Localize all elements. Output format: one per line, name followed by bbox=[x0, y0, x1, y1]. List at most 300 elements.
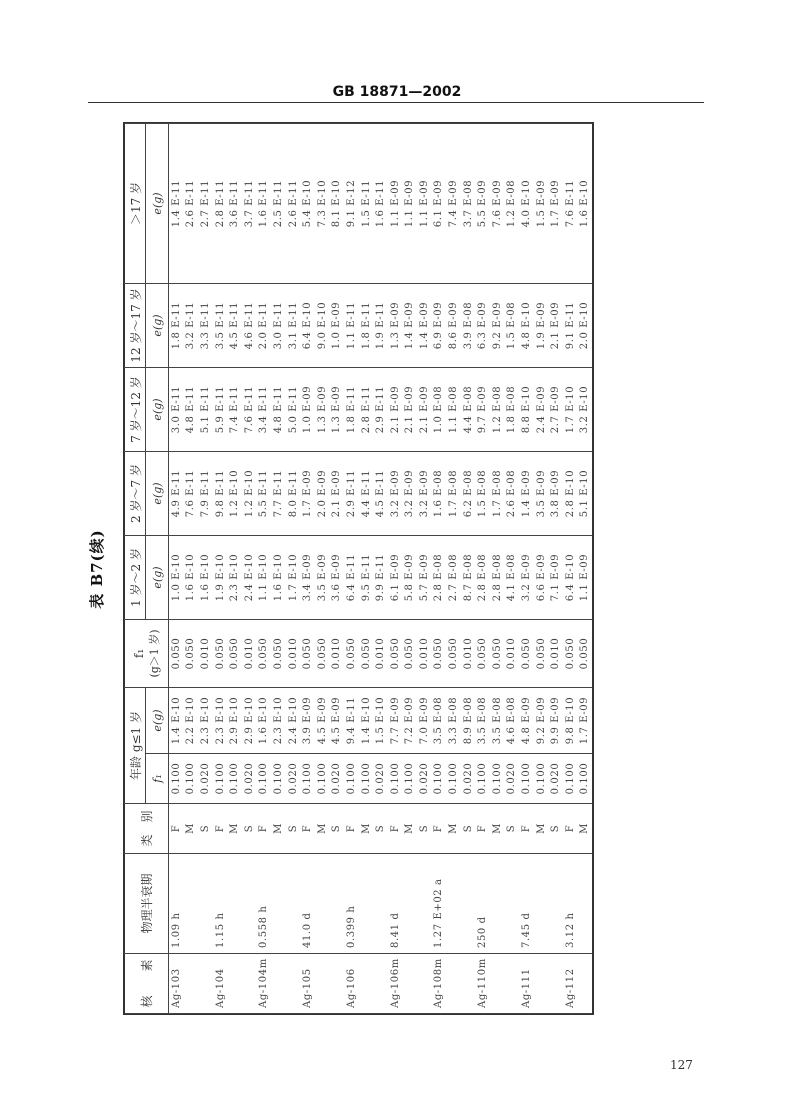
f1-gt1-cell: 0.050 bbox=[563, 619, 578, 687]
half-life-cell: 41.0 d bbox=[300, 854, 315, 954]
eg-12-17-cell: 1.8 E-11 bbox=[359, 283, 374, 367]
f1-gt1-cell: 0.010 bbox=[373, 619, 388, 687]
type-cell: M bbox=[403, 804, 418, 854]
f1-gt1-cell: 0.050 bbox=[300, 619, 315, 687]
half-life-cell bbox=[373, 854, 388, 954]
eg-gt17-cell: 3.7 E-11 bbox=[242, 123, 257, 283]
half-life-cell: 3.12 h bbox=[563, 854, 578, 954]
eg-gt17-cell: 2.6 E-11 bbox=[184, 123, 199, 283]
eg-2-7-cell: 3.2 E-09 bbox=[388, 451, 403, 535]
eg-2-7-cell: 3.5 E-09 bbox=[534, 451, 549, 535]
table-row bbox=[286, 123, 301, 1013]
table-row bbox=[548, 123, 563, 1013]
eg-2-7-cell: 1.2 E-10 bbox=[242, 451, 257, 535]
type-cell: S bbox=[417, 804, 432, 854]
half-life-cell bbox=[315, 854, 330, 954]
type-cell: S bbox=[286, 804, 301, 854]
eg-gt17-cell: 1.5 E-11 bbox=[359, 123, 374, 283]
type-cell: F bbox=[213, 804, 228, 854]
eg-gt17-cell: 6.1 E-09 bbox=[432, 123, 447, 283]
col-f1-gt1 bbox=[125, 619, 169, 687]
nuclide-cell bbox=[548, 954, 563, 1014]
eg-gt17-cell: 1.6 E-11 bbox=[257, 123, 272, 283]
eg-1-2-cell: 9.5 E-11 bbox=[359, 535, 374, 619]
f1-gt1-cell: 0.050 bbox=[257, 619, 272, 687]
eg-1-2-cell: 5.8 E-09 bbox=[403, 535, 418, 619]
eg-1-2-cell: 5.7 E-09 bbox=[417, 535, 432, 619]
table-row bbox=[242, 123, 257, 1013]
f1-cell: 0.100 bbox=[475, 754, 490, 804]
type-cell: F bbox=[519, 804, 534, 854]
eg-gt17-cell: 7.6 E-11 bbox=[563, 123, 578, 283]
f1-gt1-cell: 0.050 bbox=[213, 619, 228, 687]
f1-gt1-cell: 0.050 bbox=[475, 619, 490, 687]
f1-cell: 0.020 bbox=[286, 754, 301, 804]
eg-gt17-cell: 7.6 E-09 bbox=[490, 123, 505, 283]
eg-12-17-cell: 2.0 E-11 bbox=[257, 283, 272, 367]
nuclide-cell bbox=[505, 954, 520, 1014]
table-row bbox=[490, 123, 505, 1013]
eg-2-7-cell: 2.1 E-09 bbox=[330, 451, 345, 535]
type-cell: S bbox=[505, 804, 520, 854]
eg-12-17-cell: 3.1 E-11 bbox=[286, 283, 301, 367]
nuclide-cell bbox=[534, 954, 549, 1014]
eg-1-2-cell: 9.9 E-11 bbox=[373, 535, 388, 619]
nuclide-cell bbox=[286, 954, 301, 1014]
eg-gt17-cell: 2.7 E-11 bbox=[198, 123, 213, 283]
eg-le1-cell: 3.5 E-08 bbox=[475, 687, 490, 753]
eg-2-7-cell: 9.8 E-11 bbox=[213, 451, 228, 535]
eg-le1-cell: 1.4 E-10 bbox=[169, 687, 184, 753]
f1-cell: 0.100 bbox=[257, 754, 272, 804]
eg-12-17-cell: 3.2 E-11 bbox=[184, 283, 199, 367]
eg-le1-cell: 3.9 E-09 bbox=[300, 687, 315, 753]
col-eg-2-7: e(g) bbox=[146, 451, 169, 535]
eg-gt17-cell: 1.5 E-09 bbox=[534, 123, 549, 283]
eg-le1-cell: 8.9 E-08 bbox=[461, 687, 476, 753]
eg-12-17-cell: 4.6 E-11 bbox=[242, 283, 257, 367]
page-number: 127 bbox=[670, 1058, 693, 1072]
col-f1-gt1-sub: (g＞1 岁) bbox=[147, 629, 161, 678]
col-age-gt17: ＞17 岁 bbox=[125, 123, 146, 283]
eg-gt17-cell: 2.8 E-11 bbox=[213, 123, 228, 283]
eg-le1-cell: 9.8 E-10 bbox=[563, 687, 578, 753]
nuclide-cell bbox=[490, 954, 505, 1014]
eg-2-7-cell: 3.2 E-09 bbox=[417, 451, 432, 535]
eg-12-17-cell: 1.9 E-11 bbox=[373, 283, 388, 367]
eg-2-7-cell: 2.9 E-11 bbox=[344, 451, 359, 535]
eg-12-17-cell: 9.0 E-10 bbox=[315, 283, 330, 367]
eg-12-17-cell: 6.3 E-09 bbox=[475, 283, 490, 367]
eg-7-12-cell: 4.4 E-08 bbox=[461, 367, 476, 451]
eg-1-2-cell: 6.6 E-09 bbox=[534, 535, 549, 619]
eg-2-7-cell: 5.5 E-11 bbox=[257, 451, 272, 535]
table-caption: 表 B7(续) bbox=[88, 529, 106, 609]
half-life-cell bbox=[505, 854, 520, 954]
half-life-cell bbox=[286, 854, 301, 954]
eg-gt17-cell: 7.4 E-09 bbox=[446, 123, 461, 283]
eg-gt17-cell: 9.1 E-12 bbox=[344, 123, 359, 283]
eg-2-7-cell: 7.9 E-11 bbox=[198, 451, 213, 535]
half-life-cell: 1.15 h bbox=[213, 854, 228, 954]
eg-12-17-cell: 1.4 E-09 bbox=[403, 283, 418, 367]
f1-gt1-cell: 0.050 bbox=[169, 619, 184, 687]
eg-1-2-cell: 3.5 E-09 bbox=[315, 535, 330, 619]
eg-7-12-cell: 1.0 E-08 bbox=[432, 367, 447, 451]
eg-2-7-cell: 6.2 E-08 bbox=[461, 451, 476, 535]
nuclide-cell: Ag-106 bbox=[344, 954, 359, 1014]
type-cell: F bbox=[169, 804, 184, 854]
eg-7-12-cell: 4.8 E-11 bbox=[271, 367, 286, 451]
f1-cell: 0.100 bbox=[344, 754, 359, 804]
eg-1-2-cell: 4.1 E-08 bbox=[505, 535, 520, 619]
table-row bbox=[563, 123, 578, 1013]
nuclide-cell: Ag-108m bbox=[432, 954, 447, 1014]
nuclide-cell: Ag-112 bbox=[563, 954, 578, 1014]
eg-le1-cell: 7.2 E-09 bbox=[403, 687, 418, 753]
half-life-cell bbox=[403, 854, 418, 954]
eg-1-2-cell: 2.8 E-08 bbox=[432, 535, 447, 619]
table-row bbox=[227, 123, 242, 1013]
table-row bbox=[271, 123, 286, 1013]
eg-1-2-cell: 1.1 E-09 bbox=[578, 535, 593, 619]
eg-7-12-cell: 5.9 E-11 bbox=[213, 367, 228, 451]
col-age-1-2: 1 岁～2 岁 bbox=[125, 535, 146, 619]
nuclide-cell bbox=[315, 954, 330, 1014]
nuclide-cell bbox=[403, 954, 418, 1014]
eg-le1-cell: 1.5 E-10 bbox=[373, 687, 388, 753]
eg-gt17-cell: 1.4 E-11 bbox=[169, 123, 184, 283]
f1-cell: 0.100 bbox=[271, 754, 286, 804]
table-row bbox=[257, 123, 272, 1013]
eg-gt17-cell: 1.7 E-09 bbox=[548, 123, 563, 283]
f1-cell: 0.100 bbox=[315, 754, 330, 804]
eg-le1-cell: 7.7 E-09 bbox=[388, 687, 403, 753]
eg-7-12-cell: 1.1 E-08 bbox=[446, 367, 461, 451]
eg-7-12-cell: 3.2 E-10 bbox=[578, 367, 593, 451]
half-life-cell bbox=[417, 854, 432, 954]
eg-gt17-cell: 1.1 E-09 bbox=[403, 123, 418, 283]
table-row bbox=[446, 123, 461, 1013]
eg-7-12-cell: 2.1 E-09 bbox=[417, 367, 432, 451]
f1-gt1-cell: 0.050 bbox=[519, 619, 534, 687]
eg-gt17-cell: 5.5 E-09 bbox=[475, 123, 490, 283]
table-row bbox=[388, 123, 403, 1013]
nuclide-cell bbox=[373, 954, 388, 1014]
f1-cell: 0.020 bbox=[461, 754, 476, 804]
type-cell: S bbox=[461, 804, 476, 854]
eg-2-7-cell: 1.7 E-08 bbox=[446, 451, 461, 535]
eg-le1-cell: 2.9 E-10 bbox=[242, 687, 257, 753]
f1-gt1-cell: 0.050 bbox=[344, 619, 359, 687]
f1-gt1-cell: 0.050 bbox=[534, 619, 549, 687]
eg-1-2-cell: 6.1 E-09 bbox=[388, 535, 403, 619]
col-age-2-7: 2 岁～7 岁 bbox=[125, 451, 146, 535]
f1-cell: 0.020 bbox=[330, 754, 345, 804]
nuclide-cell bbox=[461, 954, 476, 1014]
table-row bbox=[213, 123, 228, 1013]
f1-cell: 0.100 bbox=[388, 754, 403, 804]
eg-7-12-cell: 1.0 E-09 bbox=[300, 367, 315, 451]
eg-2-7-cell: 1.4 E-09 bbox=[519, 451, 534, 535]
type-cell: F bbox=[344, 804, 359, 854]
table-row bbox=[169, 123, 184, 1013]
f1-gt1-cell: 0.010 bbox=[461, 619, 476, 687]
table-row bbox=[330, 123, 345, 1013]
f1-gt1-cell: 0.050 bbox=[446, 619, 461, 687]
eg-2-7-cell: 4.5 E-11 bbox=[373, 451, 388, 535]
eg-7-12-cell: 2.1 E-09 bbox=[403, 367, 418, 451]
eg-le1-cell: 2.2 E-10 bbox=[184, 687, 199, 753]
eg-7-12-cell: 2.8 E-11 bbox=[359, 367, 374, 451]
f1-gt1-cell: 0.010 bbox=[286, 619, 301, 687]
eg-le1-cell: 1.4 E-10 bbox=[359, 687, 374, 753]
eg-2-7-cell: 1.6 E-08 bbox=[432, 451, 447, 535]
eg-2-7-cell: 7.7 E-11 bbox=[271, 451, 286, 535]
rotated-table bbox=[88, 124, 694, 1014]
eg-2-7-cell: 4.9 E-11 bbox=[169, 451, 184, 535]
eg-1-2-cell: 1.6 E-10 bbox=[271, 535, 286, 619]
half-life-cell bbox=[548, 854, 563, 954]
eg-7-12-cell: 9.7 E-09 bbox=[475, 367, 490, 451]
eg-le1-cell: 3.3 E-08 bbox=[446, 687, 461, 753]
nuclide-cell bbox=[198, 954, 213, 1014]
eg-le1-cell: 4.5 E-09 bbox=[315, 687, 330, 753]
eg-12-17-cell: 1.9 E-09 bbox=[534, 283, 549, 367]
f1-gt1-cell: 0.050 bbox=[490, 619, 505, 687]
f1-gt1-cell: 0.010 bbox=[505, 619, 520, 687]
page-header: GB 18871—2002 bbox=[332, 84, 462, 100]
type-cell: M bbox=[227, 804, 242, 854]
eg-12-17-cell: 2.0 E-10 bbox=[578, 283, 593, 367]
table-row bbox=[359, 123, 374, 1013]
eg-le1-cell: 1.7 E-09 bbox=[578, 687, 593, 753]
f1-gt1-cell: 0.050 bbox=[388, 619, 403, 687]
eg-7-12-cell: 8.8 E-10 bbox=[519, 367, 534, 451]
eg-1-2-cell: 3.6 E-09 bbox=[330, 535, 345, 619]
nuclide-cell bbox=[446, 954, 461, 1014]
eg-12-17-cell: 1.1 E-11 bbox=[344, 283, 359, 367]
eg-7-12-cell: 3.0 E-11 bbox=[169, 367, 184, 451]
eg-le1-cell: 7.0 E-09 bbox=[417, 687, 432, 753]
nuclide-cell bbox=[330, 954, 345, 1014]
col-age-7-12: 7 岁～12 岁 bbox=[125, 367, 146, 451]
type-cell: M bbox=[446, 804, 461, 854]
table-row bbox=[403, 123, 418, 1013]
eg-le1-cell: 2.3 E-10 bbox=[271, 687, 286, 753]
eg-le1-cell: 4.8 E-09 bbox=[519, 687, 534, 753]
eg-12-17-cell: 3.0 E-11 bbox=[271, 283, 286, 367]
nuclide-cell bbox=[227, 954, 242, 1014]
eg-gt17-cell: 4.0 E-10 bbox=[519, 123, 534, 283]
eg-le1-cell: 9.2 E-09 bbox=[534, 687, 549, 753]
f1-cell: 0.100 bbox=[519, 754, 534, 804]
nuclide-cell bbox=[184, 954, 199, 1014]
half-life-cell: 0.558 h bbox=[257, 854, 272, 954]
type-cell: F bbox=[475, 804, 490, 854]
table-row bbox=[534, 123, 549, 1013]
eg-gt17-cell: 1.1 E-09 bbox=[417, 123, 432, 283]
f1-cell: 0.020 bbox=[505, 754, 520, 804]
eg-1-2-cell: 1.9 E-10 bbox=[213, 535, 228, 619]
eg-2-7-cell: 2.8 E-10 bbox=[563, 451, 578, 535]
f1-gt1-cell: 0.010 bbox=[417, 619, 432, 687]
eg-2-7-cell: 1.7 E-09 bbox=[300, 451, 315, 535]
eg-7-12-cell: 1.7 E-10 bbox=[563, 367, 578, 451]
eg-1-2-cell: 3.4 E-09 bbox=[300, 535, 315, 619]
eg-le1-cell: 2.9 E-10 bbox=[227, 687, 242, 753]
half-life-cell bbox=[359, 854, 374, 954]
half-life-cell bbox=[227, 854, 242, 954]
eg-1-2-cell: 1.6 E-10 bbox=[184, 535, 199, 619]
type-cell: M bbox=[490, 804, 505, 854]
f1-cell: 0.100 bbox=[563, 754, 578, 804]
half-life-cell: 7.45 d bbox=[519, 854, 534, 954]
table-row bbox=[505, 123, 520, 1013]
eg-le1-cell: 1.6 E-10 bbox=[257, 687, 272, 753]
table-row bbox=[300, 123, 315, 1013]
eg-gt17-cell: 1.1 E-09 bbox=[388, 123, 403, 283]
eg-7-12-cell: 1.3 E-09 bbox=[330, 367, 345, 451]
eg-1-2-cell: 6.4 E-11 bbox=[344, 535, 359, 619]
f1-cell: 0.020 bbox=[198, 754, 213, 804]
eg-2-7-cell: 3.2 E-09 bbox=[403, 451, 418, 535]
half-life-cell bbox=[578, 854, 593, 954]
nuclide-cell bbox=[417, 954, 432, 1014]
nuclide-cell: Ag-103 bbox=[169, 954, 184, 1014]
f1-cell: 0.100 bbox=[227, 754, 242, 804]
f1-cell: 0.100 bbox=[446, 754, 461, 804]
nuclide-cell bbox=[242, 954, 257, 1014]
eg-le1-cell: 4.5 E-09 bbox=[330, 687, 345, 753]
eg-1-2-cell: 8.7 E-08 bbox=[461, 535, 476, 619]
half-life-cell: 1.27 E+02 a bbox=[432, 854, 447, 954]
col-f1-gt1-label: f₁ bbox=[131, 648, 146, 659]
type-cell: F bbox=[432, 804, 447, 854]
eg-12-17-cell: 6.9 E-09 bbox=[432, 283, 447, 367]
col-eg-1-2: e(g) bbox=[146, 535, 169, 619]
eg-7-12-cell: 1.3 E-09 bbox=[315, 367, 330, 451]
eg-12-17-cell: 2.1 E-09 bbox=[548, 283, 563, 367]
col-eg-le1: e(g) bbox=[146, 687, 169, 753]
half-life-cell bbox=[184, 854, 199, 954]
f1-cell: 0.020 bbox=[373, 754, 388, 804]
table-row bbox=[198, 123, 213, 1013]
table-row bbox=[519, 123, 534, 1013]
eg-1-2-cell: 2.7 E-08 bbox=[446, 535, 461, 619]
eg-12-17-cell: 9.2 E-09 bbox=[490, 283, 505, 367]
col-age-12-17: 12 岁～17 岁 bbox=[125, 283, 146, 367]
half-life-cell: 250 d bbox=[475, 854, 490, 954]
f1-gt1-cell: 0.050 bbox=[271, 619, 286, 687]
f1-cell: 0.100 bbox=[490, 754, 505, 804]
eg-gt17-cell: 1.6 E-10 bbox=[578, 123, 593, 283]
type-cell: M bbox=[271, 804, 286, 854]
f1-gt1-cell: 0.010 bbox=[548, 619, 563, 687]
eg-7-12-cell: 1.2 E-08 bbox=[490, 367, 505, 451]
table-row bbox=[315, 123, 330, 1013]
f1-cell: 0.100 bbox=[359, 754, 374, 804]
f1-cell: 0.020 bbox=[242, 754, 257, 804]
half-life-cell bbox=[490, 854, 505, 954]
eg-7-12-cell: 4.8 E-11 bbox=[184, 367, 199, 451]
eg-gt17-cell: 5.4 E-10 bbox=[300, 123, 315, 283]
type-cell: M bbox=[184, 804, 199, 854]
f1-gt1-cell: 0.050 bbox=[227, 619, 242, 687]
table-body bbox=[169, 123, 593, 1013]
eg-gt17-cell: 7.3 E-10 bbox=[315, 123, 330, 283]
eg-1-2-cell: 1.0 E-10 bbox=[169, 535, 184, 619]
half-life-cell bbox=[198, 854, 213, 954]
nuclide-cell: Ag-105 bbox=[300, 954, 315, 1014]
eg-gt17-cell: 1.6 E-11 bbox=[373, 123, 388, 283]
table-row bbox=[184, 123, 199, 1013]
eg-2-7-cell: 7.6 E-11 bbox=[184, 451, 199, 535]
eg-le1-cell: 2.3 E-10 bbox=[198, 687, 213, 753]
f1-gt1-cell: 0.010 bbox=[198, 619, 213, 687]
eg-2-7-cell: 3.8 E-09 bbox=[548, 451, 563, 535]
f1-gt1-cell: 0.050 bbox=[184, 619, 199, 687]
type-cell: S bbox=[373, 804, 388, 854]
eg-1-2-cell: 2.4 E-10 bbox=[242, 535, 257, 619]
eg-12-17-cell: 1.8 E-11 bbox=[169, 283, 184, 367]
col-eg-12-17: e(g) bbox=[146, 283, 169, 367]
eg-gt17-cell: 3.6 E-11 bbox=[227, 123, 242, 283]
header-rule bbox=[88, 102, 704, 103]
eg-7-12-cell: 5.1 E-11 bbox=[198, 367, 213, 451]
f1-cell: 0.020 bbox=[548, 754, 563, 804]
f1-gt1-cell: 0.050 bbox=[578, 619, 593, 687]
half-life-cell: 8.41 d bbox=[388, 854, 403, 954]
eg-7-12-cell: 1.8 E-11 bbox=[344, 367, 359, 451]
eg-7-12-cell: 1.8 E-08 bbox=[505, 367, 520, 451]
eg-12-17-cell: 4.5 E-11 bbox=[227, 283, 242, 367]
type-cell: F bbox=[388, 804, 403, 854]
eg-le1-cell: 9.9 E-09 bbox=[548, 687, 563, 753]
eg-gt17-cell: 2.5 E-11 bbox=[271, 123, 286, 283]
col-eg-gt17: e(g) bbox=[146, 123, 169, 283]
nuclide-cell: Ag-104 bbox=[213, 954, 228, 1014]
half-life-cell bbox=[461, 854, 476, 954]
eg-12-17-cell: 9.1 E-11 bbox=[563, 283, 578, 367]
half-life-cell bbox=[330, 854, 345, 954]
eg-12-17-cell: 3.5 E-11 bbox=[213, 283, 228, 367]
f1-cell: 0.100 bbox=[184, 754, 199, 804]
f1-cell: 0.100 bbox=[403, 754, 418, 804]
eg-2-7-cell: 8.0 E-11 bbox=[286, 451, 301, 535]
eg-12-17-cell: 1.3 E-09 bbox=[388, 283, 403, 367]
eg-12-17-cell: 4.8 E-10 bbox=[519, 283, 534, 367]
eg-12-17-cell: 3.9 E-08 bbox=[461, 283, 476, 367]
eg-2-7-cell: 1.7 E-08 bbox=[490, 451, 505, 535]
dose-coefficient-table bbox=[124, 123, 593, 1014]
eg-7-12-cell: 2.7 E-09 bbox=[548, 367, 563, 451]
f1-gt1-cell: 0.010 bbox=[242, 619, 257, 687]
type-cell: S bbox=[330, 804, 345, 854]
eg-2-7-cell: 5.1 E-10 bbox=[578, 451, 593, 535]
eg-1-2-cell: 7.1 E-09 bbox=[548, 535, 563, 619]
eg-2-7-cell: 1.2 E-10 bbox=[227, 451, 242, 535]
col-type: 类 别 bbox=[125, 804, 169, 854]
nuclide-cell bbox=[271, 954, 286, 1014]
f1-cell: 0.100 bbox=[432, 754, 447, 804]
eg-7-12-cell: 7.6 E-11 bbox=[242, 367, 257, 451]
nuclide-cell: Ag-111 bbox=[519, 954, 534, 1014]
col-eg-7-12: e(g) bbox=[146, 367, 169, 451]
f1-cell: 0.100 bbox=[534, 754, 549, 804]
col-age-le1: 年龄 g≤1 岁 bbox=[125, 687, 146, 803]
eg-le1-cell: 4.6 E-08 bbox=[505, 687, 520, 753]
